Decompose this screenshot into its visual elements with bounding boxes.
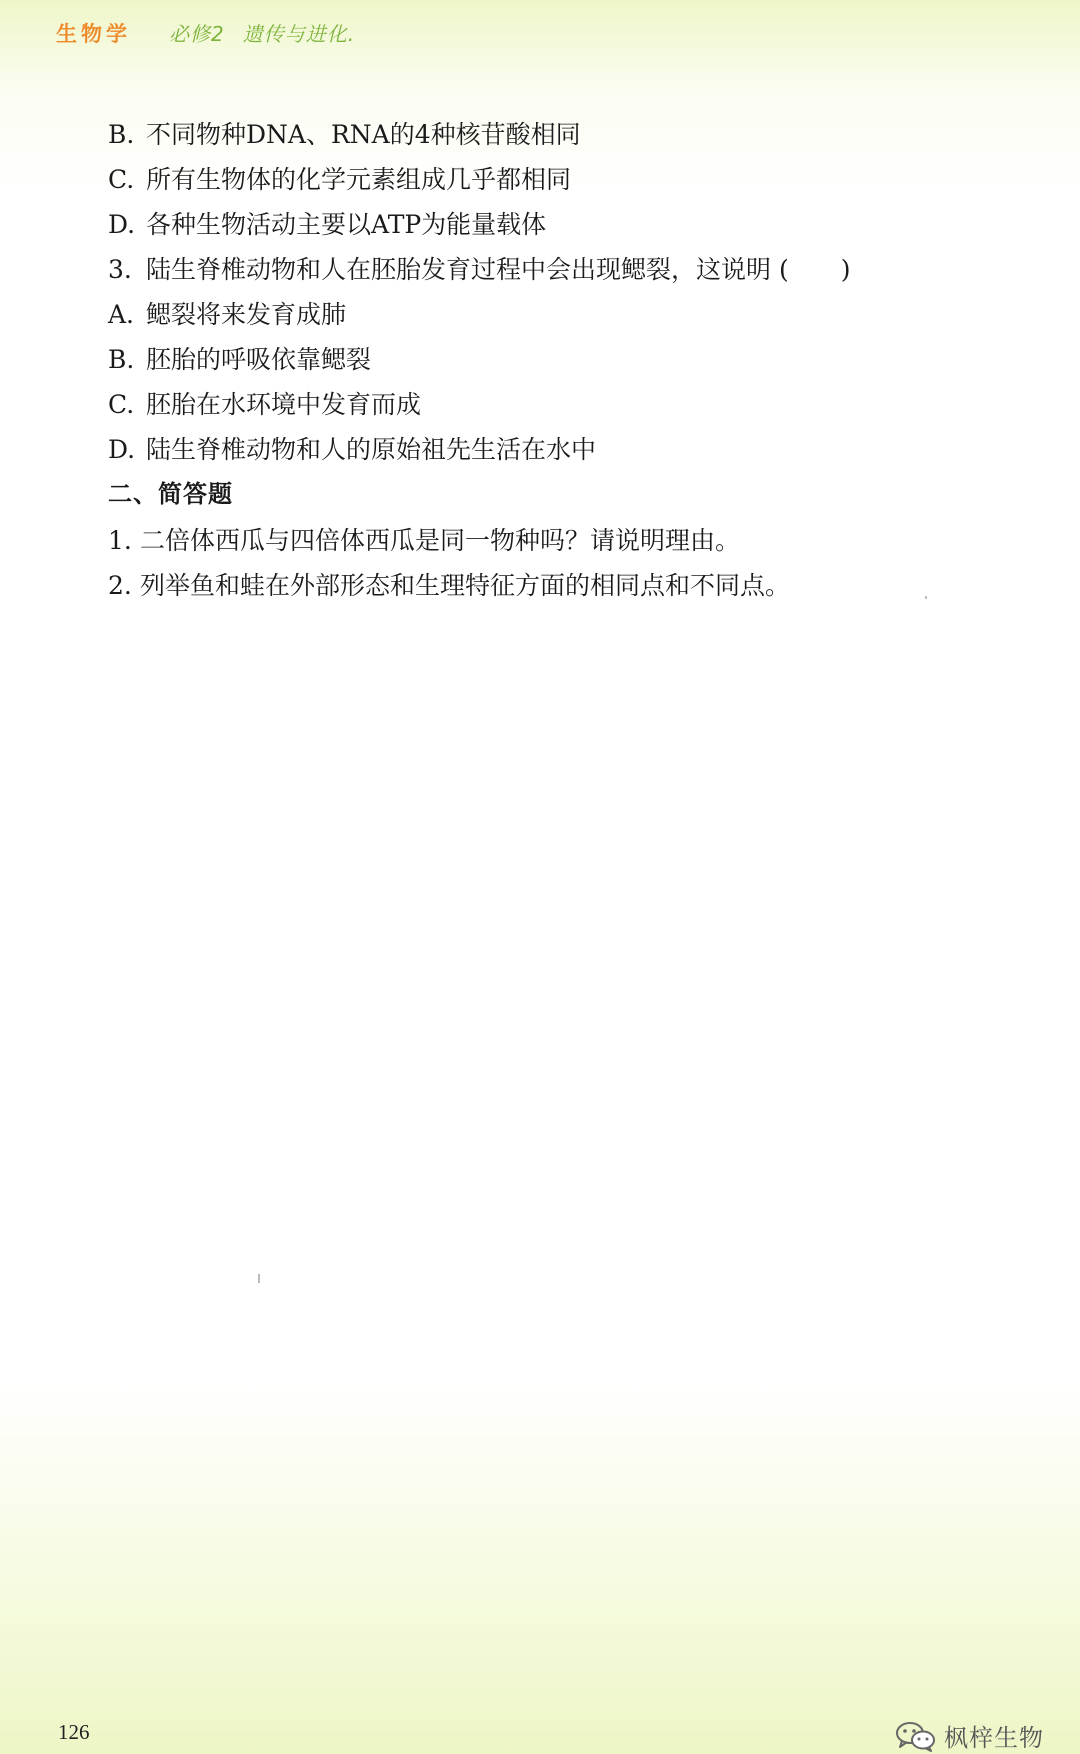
scan-speck (925, 596, 927, 599)
option-label: D. (108, 210, 136, 239)
option-label: B. (108, 120, 135, 149)
question-number: 2. (108, 571, 132, 600)
option-text: 胚胎的呼吸依靠鳃裂 (146, 345, 372, 374)
option-text: 鳃裂将来发育成肺 (146, 300, 347, 329)
option-line (108, 382, 980, 427)
option-line (108, 337, 980, 382)
option-label: D. (108, 435, 136, 464)
option-text: 胚胎在水环境中发育而成 (146, 390, 422, 419)
page-number: 126 (58, 1720, 90, 1744)
option-text: 不同物种DNA、RNA的4种核苷酸相同 (146, 120, 581, 149)
watermark (894, 1718, 1044, 1753)
wechat-icon (894, 1720, 936, 1752)
question-line (108, 247, 980, 292)
option-line (108, 292, 980, 337)
option-label: C. (108, 165, 135, 194)
option-text: 陆生脊椎动物和人的原始祖先生活在水中 (146, 435, 597, 464)
question-text: 列举鱼和蛙在外部形态和生理特征方面的相同点和不同点。 (140, 571, 791, 600)
page-content (108, 112, 980, 608)
paren-open: ( (779, 255, 789, 284)
question-number: 1. (108, 526, 132, 555)
option-line (108, 112, 980, 157)
option-text: 各种生物活动主要以ATP为能量载体 (146, 210, 547, 239)
short-answer-question (108, 518, 980, 563)
section-title: 二、简答题 (108, 480, 233, 508)
option-label: C. (108, 390, 135, 419)
book-title: 生物学 (56, 22, 131, 46)
option-label: A. (108, 300, 135, 329)
volume-label: 必修2 (169, 22, 225, 46)
scan-speck (258, 1274, 260, 1283)
volume-subtitle: 遗传与进化. (242, 22, 356, 46)
question-text: 陆生脊椎动物和人在胚胎发育过程中会出现鳃裂，这说明 (146, 255, 772, 284)
answer-blank (779, 247, 851, 292)
option-line (108, 157, 980, 202)
watermark-text: 枫梓生物 (944, 1724, 1044, 1752)
running-header (56, 18, 355, 54)
option-line (108, 427, 980, 472)
option-label: B. (108, 345, 135, 374)
question-text: 二倍体西瓜与四倍体西瓜是同一物种吗？请说明理由。 (140, 526, 741, 555)
option-line (108, 202, 980, 247)
option-text: 所有生物体的化学元素组成几乎都相同 (146, 165, 572, 194)
paren-close: ) (840, 255, 851, 284)
short-answer-question (108, 563, 980, 608)
question-number: 3. (108, 255, 132, 284)
